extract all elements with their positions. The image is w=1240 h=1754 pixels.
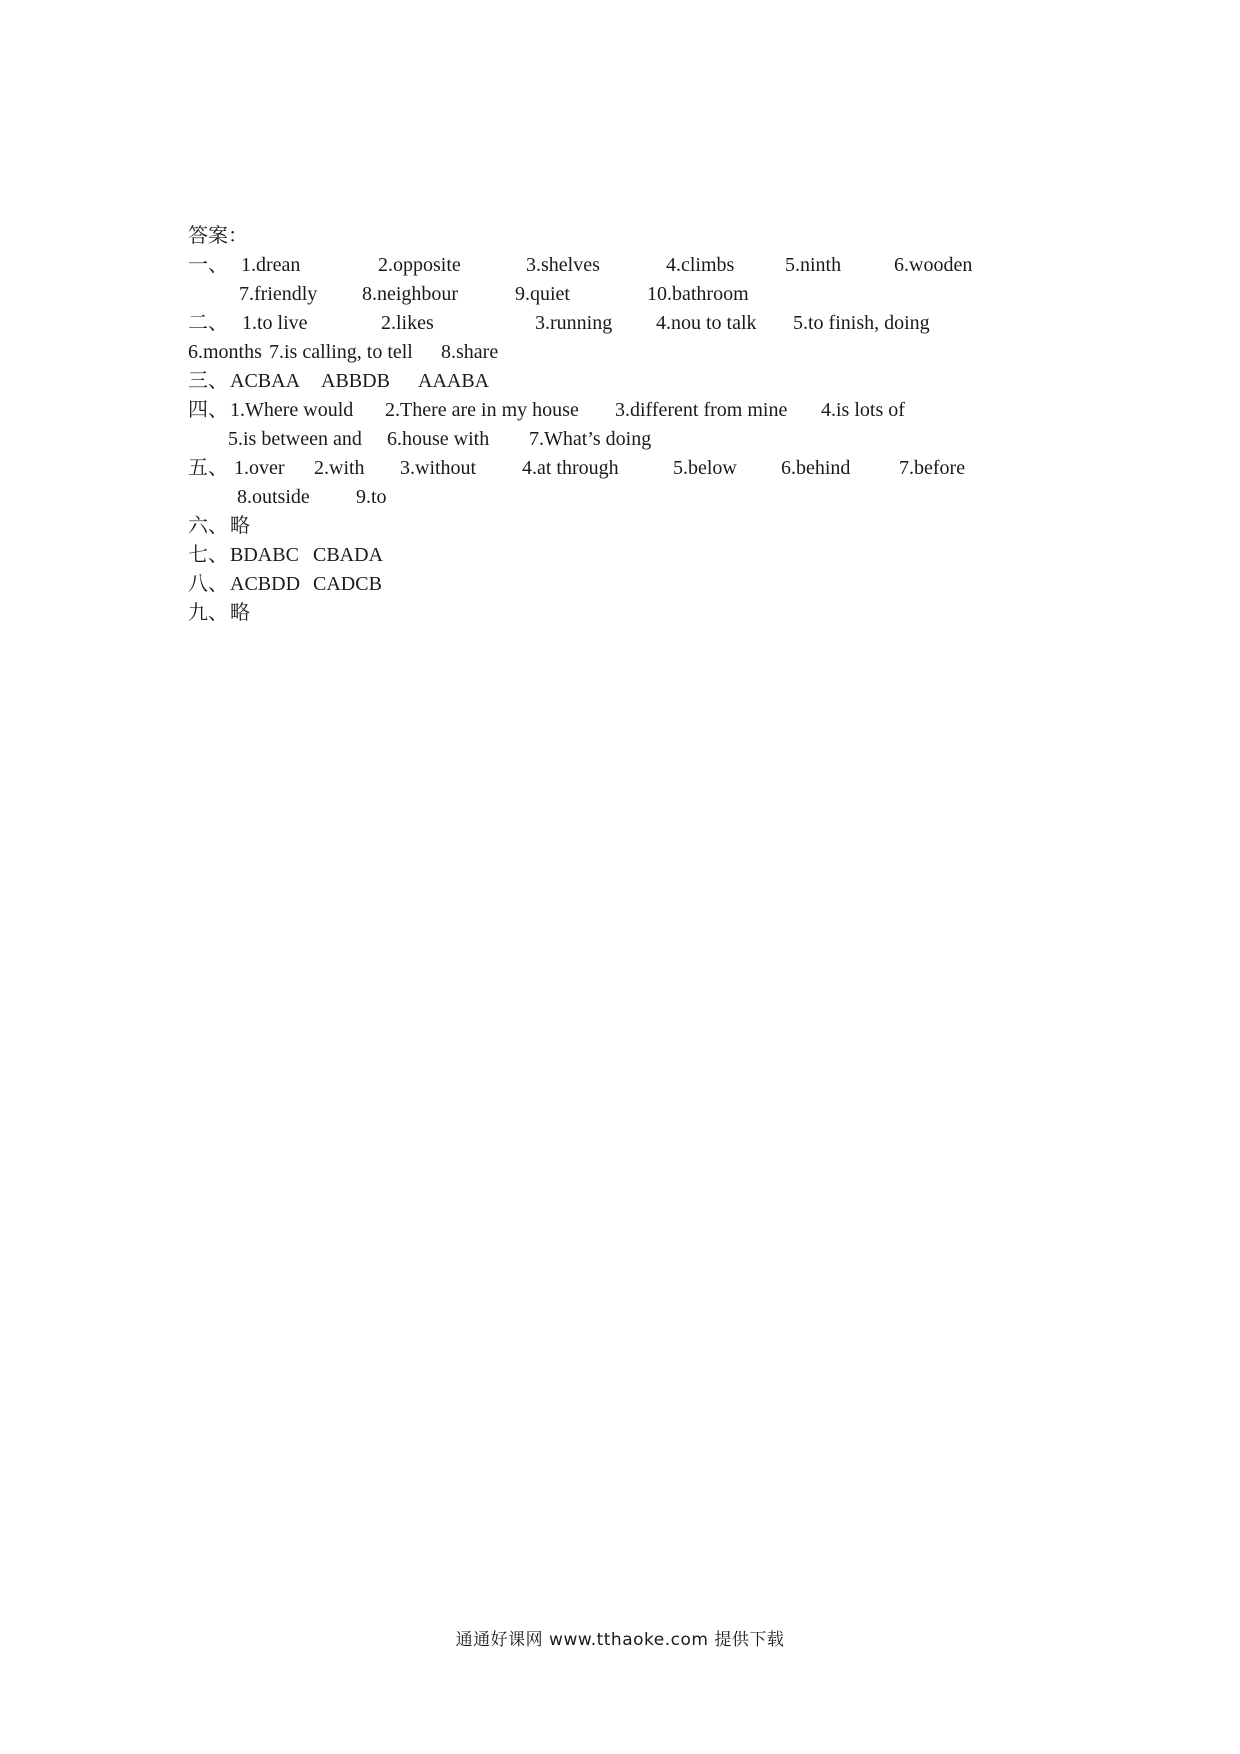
answer-item: 4.nou to talk: [656, 312, 757, 334]
answer-item: 7.is calling, to tell: [269, 341, 413, 363]
answer-line: [188, 366, 1052, 396]
section-number: 七、: [188, 544, 228, 566]
answer-item: 2.There are in my house: [385, 399, 579, 421]
section-number: 六、: [188, 515, 228, 537]
answer-line: [188, 424, 1052, 454]
answer-item: 9.to: [356, 486, 387, 508]
answer-item: 3.shelves: [526, 254, 600, 276]
answer-line: [188, 337, 1052, 367]
answer-item: CADCB: [313, 573, 382, 595]
answer-item: 2.likes: [381, 312, 434, 334]
answer-line: [188, 511, 1052, 541]
section-number: 一、: [188, 254, 228, 276]
section-number: 二、: [188, 312, 228, 334]
section-number: 四、: [188, 399, 228, 421]
answer-item: 4.climbs: [666, 254, 735, 276]
answer-item: 4.is lots of: [821, 399, 905, 421]
answer-item: 5.to finish, doing: [793, 312, 930, 334]
answer-item: 8.neighbour: [362, 283, 459, 305]
answer-item: CBADA: [313, 544, 384, 566]
answer-line: [188, 395, 1052, 425]
footer-credit: 通通好课网 www.tthaoke.com 提供下载: [455, 1630, 785, 1650]
answer-heading: 答案：: [188, 225, 248, 247]
answer-item: 10.bathroom: [647, 283, 749, 305]
answer-item: 8.share: [441, 341, 499, 363]
answer-item: 6.behind: [781, 457, 851, 479]
answer-item: 7.friendly: [239, 283, 318, 305]
answer-item: 5.is between and: [228, 428, 362, 450]
answer-line: [188, 250, 1052, 280]
answer-item: ACBAA: [230, 370, 301, 392]
answer-item: 略: [230, 602, 250, 624]
section-number: 八、: [188, 573, 228, 595]
answer-item: 7.What’s doing: [529, 428, 652, 450]
section-number: 三、: [188, 370, 228, 392]
answer-item: 6.wooden: [894, 254, 973, 276]
answer-item: 略: [230, 515, 250, 537]
answer-item: 5.below: [673, 457, 737, 479]
answer-item: 1.Where would: [230, 399, 354, 421]
answer-item: ACBDD: [230, 573, 301, 595]
answer-item: 6.months: [188, 341, 262, 363]
answer-item: 3.without: [400, 457, 477, 479]
answer-item: 9.quiet: [515, 283, 570, 305]
answer-line: [188, 482, 1052, 512]
answer-item: 2.with: [314, 457, 365, 479]
answer-line: [188, 453, 1052, 483]
answer-item: AAABA: [418, 370, 490, 392]
answer-item: ABBDB: [321, 370, 390, 392]
answer-line: [188, 598, 1052, 628]
answer-item: 1.drean: [241, 254, 301, 276]
answer-item: 7.before: [899, 457, 966, 479]
answer-item: BDABC: [230, 544, 299, 566]
answer-line: [188, 279, 1052, 309]
answer-line: [188, 569, 1052, 599]
section-number: 五、: [188, 457, 228, 479]
answer-item: 8.outside: [237, 486, 310, 508]
answer-item: 3.running: [535, 312, 613, 334]
answer-item: 4.at through: [522, 457, 619, 479]
answer-item: 6.house with: [387, 428, 490, 450]
answer-line: [188, 308, 1052, 338]
answer-item: 3.different from mine: [615, 399, 788, 421]
section-number: 九、: [188, 602, 228, 624]
answer-item: 1.to live: [242, 312, 308, 334]
answer-line: [188, 540, 1052, 570]
answer-item: 5.ninth: [785, 254, 842, 276]
answer-item: 1.over: [234, 457, 285, 479]
answer-item: 2.opposite: [378, 254, 461, 276]
